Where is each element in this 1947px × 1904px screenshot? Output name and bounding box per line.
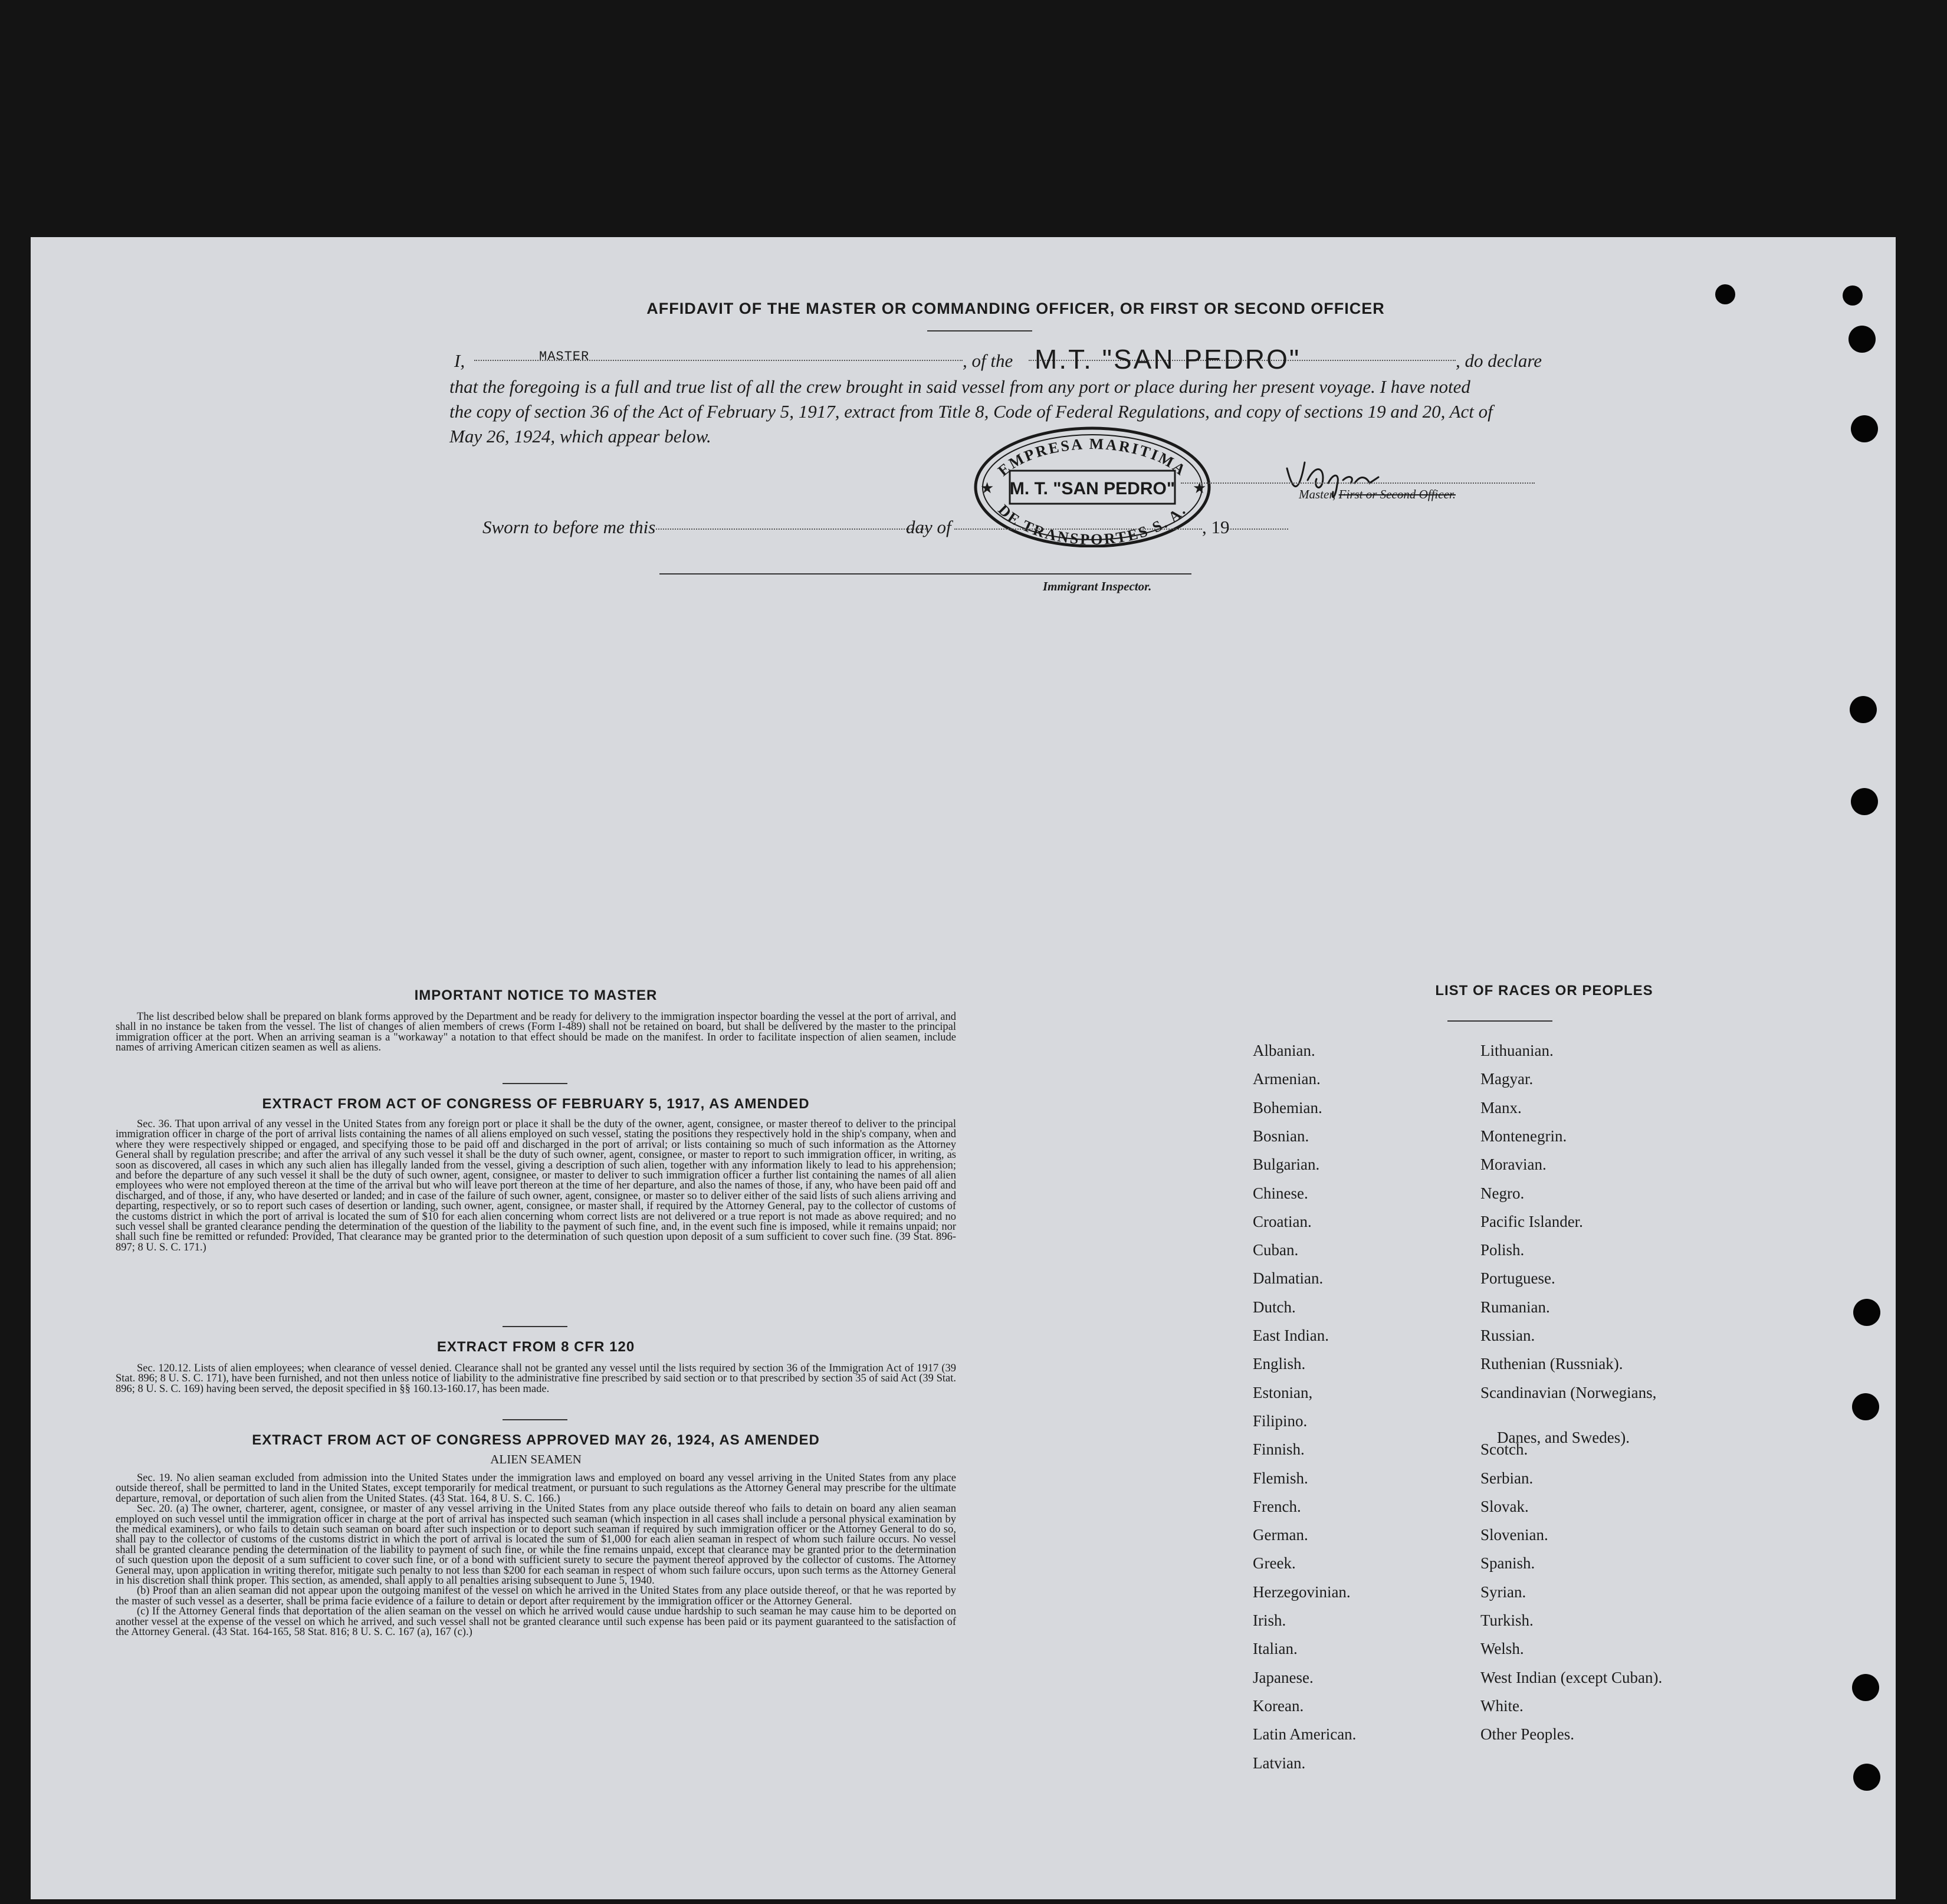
race-item: Slovak. <box>1480 1497 1529 1515</box>
sec-20b-text: (b) Proof than an alien seaman did not appear upon the outgoing manifest of the vessel on which he arrived in the United States from any place outside thereof, or that he was reported by the master of such vessel as a deserter, shall be prima facie evidence of a failure to detain or deport after requirement by the immigration officer or the Attorney General. <box>116 1585 956 1607</box>
race-item: Magyar. <box>1480 1070 1534 1088</box>
race-item: Bosnian. <box>1253 1127 1309 1145</box>
race-item: Scotch. <box>1480 1440 1528 1459</box>
punch-hole <box>1851 415 1878 442</box>
sworn-label: Sworn to before me this <box>482 517 656 537</box>
notice-title: IMPORTANT NOTICE TO MASTER <box>414 987 658 1003</box>
affidavit-title: AFFIDAVIT OF THE MASTER OR COMMANDING OFFICER, OR FIRST OR SECOND OFFICER <box>646 300 1385 317</box>
punch-hole <box>1852 1393 1879 1420</box>
races-divider <box>1447 1020 1552 1022</box>
race-item: Korean. <box>1253 1696 1304 1715</box>
race-item: Russian. <box>1480 1327 1535 1344</box>
sworn-month-blank <box>954 528 1202 530</box>
race-item: Greek. <box>1253 1554 1296 1573</box>
of-the-label: , of the <box>963 350 1013 371</box>
inspector-label: Immigrant Inspector. <box>1043 579 1152 593</box>
master-label: Master, <box>1299 487 1336 501</box>
sec-20a-text: Sec. 20. (a) The owner, charterer, agent, consignee, or master of any vessel arriving in the United States from any place outside thereof who fails to detain on board any alien seaman employed on such vessel until the immigration officer in charge at the port of arrival has inspected such seaman (which inspection in all cases shall include a personal physical examination by the medical examiners), or who fails to detain such seaman on board after such inspection or to deport such seaman if required by such immigration officer or the Attorney General to do so, shall pay to the collector of customs of the customs district in which the port of arrival is located the sum of $1,000 for each alien seaman in respect of whom such failure occurs. No vessel shall be granted clearance pending the determination of the liability to payment of such fine, or while the fine remains unpaid, except that clearance may be granted prior to the determination of such question upon the deposit of a sum sufficient to cover such fine, or of a bond with sufficient surety to secure the payment thereof approved by the collector of customs. The Attorney General may, upon application in writing therefor, mitigate such penalty to not less than $200 for each seaman in respect of whom such failure occurs, upon such terms as the Attorney General in his discretion shall think proper. This section, as amended, shall apply to all penalties arising subsequent to June 5, 1940. <box>116 1503 956 1587</box>
struck-officer-label: First or Second Officer. <box>1338 487 1456 501</box>
race-item: Cuban. <box>1253 1241 1299 1259</box>
race-item: Bohemian. <box>1253 1098 1322 1117</box>
race-item: Bulgarian. <box>1253 1155 1320 1174</box>
races-title: LIST OF RACES OR PEOPLES <box>1435 983 1653 999</box>
stamp-star-right: ★ <box>1193 480 1207 497</box>
race-item: Chinese. <box>1253 1184 1308 1202</box>
race-item: English. <box>1253 1355 1306 1373</box>
race-item: Moravian. <box>1480 1155 1547 1174</box>
punch-hole <box>1853 1764 1880 1791</box>
extract-1924-title: EXTRACT FROM ACT OF CONGRESS APPROVED MAY 26, 1924, AS AMENDED <box>252 1432 820 1448</box>
notice-body: The list described below shall be prepared on blank forms approved by the Department and be ready for delivery to the immigration inspector boarding the vessel at the port of arrival, and shall in no instance be taken from the vessel. The list of changes of alien members of crews (Form I-489) shall not be retained on board, but shall be delivered by the master to the principal immigration officer at the port. When an arriving seaman is a "workaway" a notation to that effect should be made on the manifest. In order to facilitate inspection of alien seamen, include names of arriving American citizen seamen as well as aliens. <box>116 1011 956 1054</box>
year-label: , 19 <box>1202 517 1230 537</box>
punch-hole <box>1715 284 1735 304</box>
race-item: Dalmatian. <box>1253 1269 1324 1288</box>
extract-1917-title: EXTRACT FROM ACT OF CONGRESS OF FEBRUARY 5, 1917, AS AMENDED <box>262 1096 810 1112</box>
race-item: Welsh. <box>1480 1640 1524 1658</box>
extract-1917-divider <box>503 1326 567 1327</box>
declare-label: , do declare <box>1456 350 1542 371</box>
extract-1924-body <box>116 1473 956 1638</box>
race-item: Rumanian. <box>1480 1298 1550 1316</box>
race-item: Flemish. <box>1253 1469 1308 1487</box>
race-item: East Indian. <box>1253 1327 1329 1344</box>
race-item: Latvian. <box>1253 1754 1306 1772</box>
extract-1924-subtitle: ALIEN SEAMEN <box>490 1452 582 1466</box>
declarant-field: MASTER <box>539 349 590 364</box>
punch-hole <box>1851 788 1878 815</box>
punch-hole <box>1848 326 1876 353</box>
race-item: Herzegovinian. <box>1253 1583 1351 1601</box>
race-item: Croatian. <box>1253 1212 1312 1230</box>
race-item: Dutch. <box>1253 1298 1296 1316</box>
race-item: Irish. <box>1253 1611 1286 1629</box>
affidavit-i-label: I, <box>454 350 465 371</box>
race-item: Filipino. <box>1253 1411 1308 1430</box>
sec-20c-text: (c) If the Attorney General finds that deportation of the alien seaman on the vessel on which he arrived would cause undue hardship to such seaman he may cause him to be deported on another vessel at the expense of the vessel on which he arrived, and such vessel shall not be granted clearance until such expense has been paid or its payment guaranteed to the satisfaction of the Attorney General. (43 Stat. 164-165, 58 Stat. 816; 8 U. S. C. 167 (a), 167 (c).) <box>116 1606 956 1639</box>
signature-role-label <box>1299 487 1456 502</box>
race-item: Slovenian. <box>1480 1526 1548 1544</box>
race-item: Estonian, <box>1253 1383 1313 1401</box>
stamp-bottom-text: DE TRANSPORTES S. A. <box>994 501 1190 547</box>
document-page <box>31 237 1896 1899</box>
race-item: Italian. <box>1253 1640 1298 1658</box>
race-item: Spanish. <box>1480 1554 1535 1573</box>
svg-text:DE TRANSPORTES S. A. <box>995 501 1190 547</box>
signature-blank <box>1181 482 1535 484</box>
race-item: Polish. <box>1480 1241 1525 1259</box>
race-item: Armenian. <box>1253 1070 1321 1088</box>
race-item: Japanese. <box>1253 1668 1314 1686</box>
race-item: Albanian. <box>1253 1042 1315 1059</box>
extract-cfr-divider <box>503 1419 567 1420</box>
race-item: White. <box>1480 1696 1524 1715</box>
race-item: Portuguese. <box>1480 1269 1555 1288</box>
race-item: Negro. <box>1480 1184 1525 1202</box>
race-item: Scandinavian (Norwegians, <box>1480 1383 1657 1401</box>
race-item: Finnish. <box>1253 1440 1305 1459</box>
race-item: Lithuanian. <box>1480 1042 1554 1059</box>
race-item: German. <box>1253 1526 1308 1544</box>
day-of-label: day of <box>906 517 951 537</box>
race-item: Pacific Islander. <box>1480 1212 1583 1230</box>
stamp-top-text: EMPRESA MARITIMA <box>994 435 1190 480</box>
affidavit-line-3: the copy of section 36 of the Act of February 5, 1917, extract from Title 8, Code of Federal Regulations, and copy of sections 19 and 20, Act of <box>449 401 1493 422</box>
stamp-center-text: M. T. "SAN PEDRO" <box>1009 479 1176 498</box>
extract-cfr-title: EXTRACT FROM 8 CFR 120 <box>436 1339 635 1355</box>
affidavit-line-4: May 26, 1924, which appear below. <box>449 426 711 447</box>
race-item: Turkish. <box>1480 1611 1534 1629</box>
punch-hole <box>1852 1674 1879 1701</box>
race-item: West Indian (except Cuban). <box>1480 1668 1663 1686</box>
stamp-star-left: ★ <box>980 480 994 497</box>
extract-1917-body: Sec. 36. That upon arrival of any vessel in the United States from any foreign port or place it shall be the duty of the owner, agent, consignee, or master thereof to deliver to the principal immigration officer in charge of the port of arrival lists containing the names of all aliens employed on such vessel, stating the positions they respectively hold in the ship's company, when and where they were respectively shipped or engaged, and specifying those to be paid off and discharged in the port of arrival; or lists containing so much of such information as the Attorney General shall by regulation prescribe; and after the arrival of any such vessel it shall be the duty of such owner, agent, consignee, or master to report to such immigration officer, in writing, as soon as discovered, all cases in which any such alien has illegally landed from the vessel, giving a description of such alien, together with any information likely to lead to his apprehension; and before the departure of any such vessel it shall be the duty of such owner, agent, consignee, or master to deliver to such immigration officer a further list containing the names of all alien employees who were not employed thereon at the time of the arrival but who will leave port thereon at the time of her departure, and also the names of those, if any, who have been paid off and discharged, and of those, if any, who have deserted or landed; and in case of the failure of such owner, agent, consignee, or master so to deliver either of the said lists of such aliens arriving and departing, respectively, or so to report such cases of desertion or landing, such owner, agent, consignee, or master shall, if required by the Attorney General, pay to the collector of customs of the customs district in which the port of arrival is located the sum of $10 for each alien concerning whom correct lists are not delivered or a true report is not made as above required; and no such vessel shall be granted clearance pending the determination of the question of the liability to the payment of such fine, and, in the event such fine is imposed, while it remains unpaid; nor shall such fine be remitted or refunded: Provided, That clearance may be granted prior to the determination of such question upon deposit of a sum sufficient to cover such fine. (39 Stat. 896-897; 8 U. S. C. 171.) <box>116 1118 956 1253</box>
punch-hole <box>1843 285 1863 306</box>
race-item: Syrian. <box>1480 1583 1526 1601</box>
punch-hole <box>1853 1299 1880 1326</box>
affidavit-line-2: that the foregoing is a full and true list of all the crew brought in said vessel from any port or place during her present voyage. I have noted <box>449 376 1470 397</box>
inspector-signature-line <box>659 573 1191 575</box>
race-item: Ruthenian (Russniak). <box>1480 1355 1623 1373</box>
race-item: Manx. <box>1480 1098 1522 1117</box>
svg-text:EMPRESA MARITIMA <box>994 435 1190 480</box>
year-blank <box>1228 528 1288 530</box>
race-item: French. <box>1253 1497 1301 1515</box>
title-divider <box>927 330 1032 331</box>
race-item: Other Peoples. <box>1480 1725 1574 1744</box>
sec-19-text: Sec. 19. No alien seaman excluded from admission into the United States under the immigration laws and employed on board any vessel arriving in the United States from any place outside thereof, shall be permitted to land in the United States, except temporarily for medical treatment, or pursuant to such regulations as the Attorney General may prescribe for the ultimate departure, removal, or deportation of such alien from the United States. (43 Stat. 164, 8 U. S. C. 166.) <box>116 1472 956 1505</box>
race-item: Montenegrin. <box>1480 1127 1567 1145</box>
race-item: Latin American. <box>1253 1725 1357 1744</box>
notice-divider <box>503 1083 567 1084</box>
sworn-day-blank <box>656 528 931 530</box>
race-item: Danes, and Swedes). <box>1497 1428 1630 1446</box>
race-item: Serbian. <box>1480 1469 1534 1487</box>
vessel-name-field: M.T. "SAN PEDRO" <box>1035 344 1301 375</box>
punch-hole <box>1850 696 1877 723</box>
extract-cfr-body: Sec. 120.12. Lists of alien employees; when clearance of vessel denied. Clearance shall not be granted any vessel until the lists required by section 36 of the Immigration Act of 1917 (39 Stat. 896; 8 U. S. C. 171), have been furnished, and not then unless notice of liability to the administrative fine prescribed by said section or to that prescribed by section 35 of said Act (39 Stat. 896; 8 U. S. C. 169) having been served, the deposit specified in §§ 160.13-160.17, has been made. <box>116 1363 956 1395</box>
